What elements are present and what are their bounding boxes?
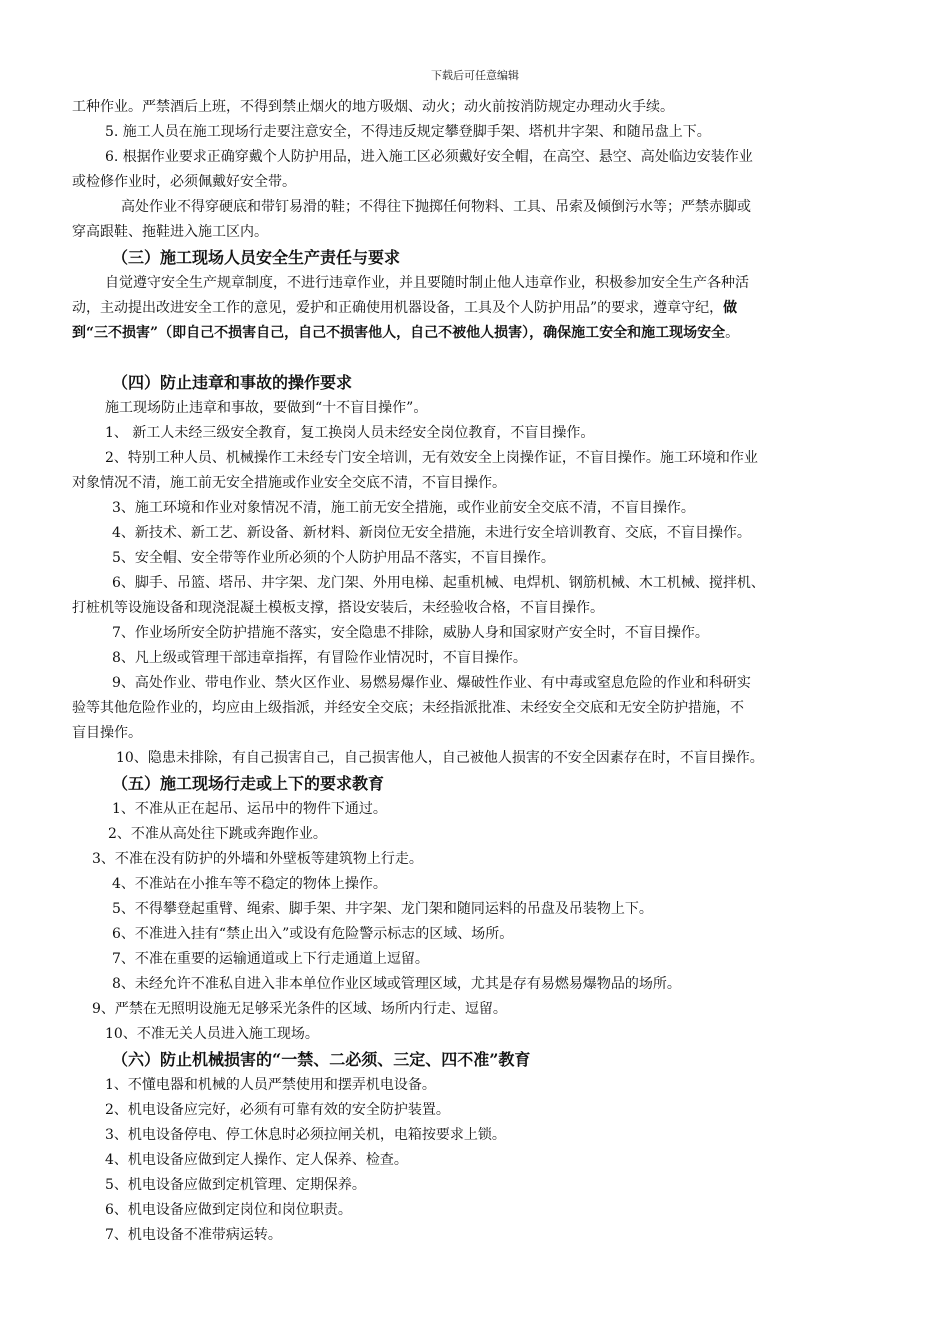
text-line: 3、机电设备停电、停工休息时必须拉闸关机，电箱按要求上锁。 — [105, 1127, 506, 1143]
page-header: 下载后可任意编辑 — [431, 69, 519, 82]
text-line: 验等其他危险作业的，均应由上级指派，并经安全交底；未经指派批准、未经安全交底和无安全防护措施，不 — [72, 700, 744, 716]
text-line: 7、机电设备不准带病运转。 — [105, 1227, 282, 1243]
text-line: 2、特别工种人员、机械操作工未经专门安全培训，无有效安全上岗操作证，不盲目操作。施工环境和作业 — [105, 450, 758, 466]
text-line: 4、机电设备应做到定人操作、定人保养、检查。 — [105, 1152, 408, 1168]
text-line: 2、机电设备应完好，必须有可靠有效的安全防护装置。 — [105, 1102, 450, 1118]
text-line: 工种作业。严禁酒后上班，不得到禁止烟火的地方吸烟、动火；动火前按消防规定办理动火手续。 — [72, 99, 674, 115]
text-line: 6、脚手、吊篮、塔吊、井字架、龙门架、外用电梯、起重机械、电焊机、钢筋机械、木工机械、搅拌机、 — [112, 575, 765, 591]
text-line: 4、不准站在小推车等不稳定的物体上操作。 — [112, 876, 387, 892]
text-line: 高处作业不得穿硬底和带钉易滑的鞋；不得往下抛掷任何物料、工具、吊索及倾倒污水等；严禁赤脚或 — [121, 199, 751, 215]
text-line: 2、不准从高处往下跳或奔跑作业。 — [108, 826, 327, 842]
bold-text-segment: 到“三不损害”（即自己不损害自己，自己不损害他人，自己不被他人损害），确保施工安全和施工现场安全 — [72, 325, 726, 341]
text-segment: 。 — [725, 325, 740, 341]
text-line: 8、凡上级或管理干部违章指挥，有冒险作业情况时，不盲目操作。 — [112, 650, 527, 666]
text-line: 6. 根据作业要求正确穿戴个人防护用品，进入施工区必须戴好安全帽，在高空、悬空、高处临边安装作业 — [105, 149, 753, 165]
text-line: 施工现场防止违章和事故，要做到“十不盲目操作”。 — [105, 400, 428, 416]
text-line: 5、不得攀登起重臂、绳索、脚手架、井字架、龙门架和随同运料的吊盘及吊装物上下。 — [112, 901, 653, 917]
text-line: 5. 施工人员在施工现场行走要注意安全，不得违反规定攀登脚手架、塔机井字架、和随吊盘上下。 — [105, 124, 711, 140]
text-line: 打桩机等设施设备和现浇混凝土模板支撑，搭设安装后，未经验收合格，不盲目操作。 — [72, 600, 604, 616]
section-heading: （四）防止违章和事故的操作要求 — [112, 373, 353, 392]
text-segment: 动，主动提出改进安全工作的意见，爱护和正确使用机器设备，工具及个人防护用品”的要求，遵章守纪， — [72, 300, 724, 316]
text-line: 6、机电设备应做到定岗位和岗位职责。 — [105, 1202, 352, 1218]
text-line: 或检修作业时，必须佩戴好安全带。 — [72, 174, 296, 190]
text-line: 6、不准进入挂有“禁止出入”或设有危险警示标志的区域、场所。 — [112, 926, 514, 942]
text-line: 3、不准在没有防护的外墙和外壁板等建筑物上行走。 — [92, 851, 423, 867]
text-line: 9、高处作业、带电作业、禁火区作业、易燃易爆作业、爆破性作业、有中毒或窒息危险的作业和科研实 — [112, 675, 751, 691]
document-body — [72, 95, 892, 1248]
text-line — [72, 296, 892, 321]
text-line — [72, 321, 892, 346]
text-line: 穿高跟鞋、拖鞋进入施工区内。 — [72, 224, 268, 240]
paragraph-gap — [72, 346, 892, 370]
text-line: 1、 新工人未经三级安全教育，复工换岗人员未经安全岗位教育，不盲目操作。 — [105, 425, 595, 441]
text-line: 7、不准在重要的运输通道或上下行走通道上逗留。 — [112, 951, 429, 967]
text-line: 5、机电设备应做到定机管理、定期保养。 — [105, 1177, 366, 1193]
section-heading: （三）施工现场人员安全生产责任与要求 — [112, 248, 401, 267]
section-heading: （六）防止机械损害的“一禁、二必须、三定、四不准”教育 — [112, 1050, 531, 1069]
text-line: 7、作业场所安全防护措施不落实，安全隐患不排除，威胁人身和国家财产安全时，不盲目操作。 — [112, 625, 709, 641]
text-line: 8、未经允许不准私自进入非本单位作业区域或管理区域，尤其是存有易燃易爆物品的场所。 — [112, 976, 681, 992]
text-line: 1、不懂电器和机械的人员严禁使用和摆弄机电设备。 — [105, 1077, 436, 1093]
text-line: 盲目操作。 — [72, 725, 142, 741]
text-line: 10、隐患未排除，有自己损害自己，自己损害他人，自己被他人损害的不安全因素存在时，不盲目操作。 — [116, 750, 764, 766]
text-line: 5、安全帽、安全带等作业所必须的个人防护用品不落实，不盲目操作。 — [112, 550, 555, 566]
text-line: 1、不准从正在起吊、运吊中的物件下通过。 — [112, 801, 387, 817]
text-line: 9、严禁在无照明设施无足够采光条件的区域、场所内行走、逗留。 — [92, 1001, 507, 1017]
text-line: 自觉遵守安全生产规章制度，不进行违章作业，并且要随时制止他人违章作业，积极参加安全生产各种活 — [105, 275, 749, 291]
text-line: 3、施工环境和作业对象情况不清，施工前无安全措施，或作业前安全交底不清，不盲目操作。 — [112, 500, 695, 516]
text-line: 对象情况不清，施工前无安全措施或作业安全交底不清，不盲目操作。 — [72, 475, 506, 491]
text-line: 4、新技术、新工艺、新设备、新材料、新岗位无安全措施，未进行安全培训教育、交底，不盲目操作。 — [112, 525, 751, 541]
bold-text-segment: 做 — [723, 300, 738, 316]
section-heading: （五）施工现场行走或上下的要求教育 — [112, 774, 385, 793]
text-line: 10、不准无关人员进入施工现场。 — [105, 1026, 319, 1042]
